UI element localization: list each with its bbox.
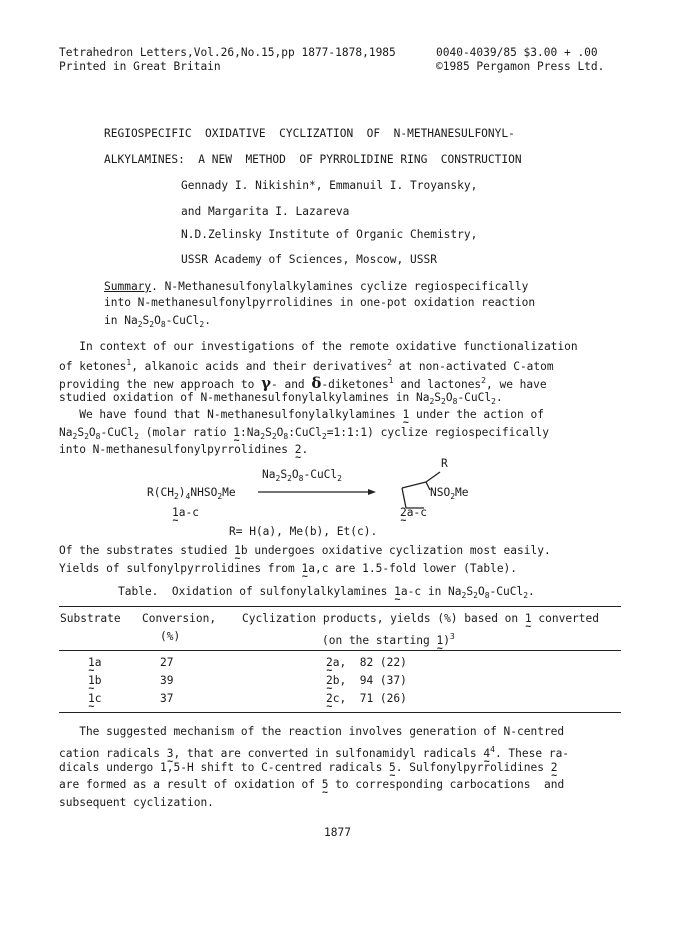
after-scheme-line-1: Of the substrates studied 1 ~b undergoes oxidative cyclization most easily. <box>59 544 551 558</box>
r-definitions: R= H(a), Me(b), Et(c). <box>229 525 378 538</box>
ring-substituent-r: R <box>441 457 448 470</box>
row-2-product: 2 ~b, 94 (37) <box>326 674 407 688</box>
gamma-symbol: γ <box>261 374 271 392</box>
authors-line-2: and Margarita I. Lazareva <box>181 205 350 218</box>
row-2-substrate: 1 ~b <box>88 674 102 688</box>
mechanism-line-5: subsequent cyclization. <box>59 796 214 809</box>
title-line-1: REGIOSPECIFIC OXIDATIVE CYCLIZATION OF N-METHANESULFONYL- <box>104 127 515 140</box>
printed-in: Printed in Great Britain <box>59 60 221 73</box>
header-conversion: Conversion, <box>142 612 217 625</box>
row-3-conversion: 37 <box>160 692 174 705</box>
affiliation-line-2: USSR Academy of Sciences, Moscow, USSR <box>181 253 437 266</box>
ring-nso2me: $NSO_2Me$ <box>430 486 469 501</box>
summary-line-3: in $Na_2S_2O_8-CuCl_2$. <box>104 314 211 329</box>
intro-line-4: studied oxidation of N-methanesulfonylalkylamines in $Na_2S_2O_8-CuCl_2$. <box>59 391 503 406</box>
summary-line-1: Summary. N-Methanesulfonylalkylamines cyclize regiospecifically <box>104 280 529 293</box>
scheme-reagent: $Na_2S_2O_8-CuCl_2$ <box>262 468 342 483</box>
header-substrate: Substrate <box>60 612 121 625</box>
table-top-rule <box>59 606 621 607</box>
row-1-substrate: 1 ~a <box>88 656 102 670</box>
summary-label: Summary <box>104 280 152 293</box>
mechanism-line-4: are formed as a result of oxidation of 5 ~ to corresponding carbocations and <box>59 778 564 792</box>
row-1-product: 2 ~a, 82 (22) <box>326 656 407 670</box>
issn-code: 0040-4039/85 $3.00 + .00 <box>436 46 598 59</box>
intro-line-3: providing the new approach to γ- and δ-diketones$^1$ and lactones$^2$, we have <box>59 374 547 392</box>
header-conversion-unit: (%) <box>160 630 181 643</box>
intro-line-1: In context of our investigations of the remote oxidative functionalization <box>59 340 578 353</box>
mechanism-line-2: cation radicals 3 ~, that are converted in sulfonamidyl radicals 4 ~$^4$. These ra- <box>59 743 569 761</box>
row-1-conversion: 27 <box>160 656 174 669</box>
page-number: 1877 <box>324 826 351 839</box>
table-caption: Table. Oxidation of sulfonylalkylamines 1 ~a-c in $Na_2S_2O_8-CuCl_2$. <box>118 585 535 603</box>
delta-symbol: δ <box>311 374 322 392</box>
intro-line-5: We have found that N-methanesulfonylalkylamines 1 ~ under the action of <box>59 408 544 422</box>
mechanism-line-1: The suggested mechanism of the reaction involves generation of N-centred <box>59 725 565 738</box>
copyright: ©1985 Pergamon Press Ltd. <box>436 60 605 73</box>
intro-line-6: $Na_2S_2O_8-CuCl_2$ (molar ratio 1 $\sim:Na_2S_2O_8:CuCl_2=1:1:1$) cyclize regiospecifically <box>59 426 549 444</box>
row-2-conversion: 39 <box>160 674 174 687</box>
authors-line-1: Gennady I. Nikishin*, Emmanuil I. Troyansky, <box>181 179 478 192</box>
row-3-substrate: 1 ~c <box>88 692 102 706</box>
title-line-2: ALKYLAMINES: A NEW METHOD OF PYRROLIDINE RING CONSTRUCTION <box>104 153 522 166</box>
header-cyclization-2: (on the starting 1 ~)$^3$ <box>322 630 455 648</box>
table-header-rule <box>59 650 621 651</box>
table-bottom-rule <box>59 712 621 713</box>
scheme-reactant: $R(CH_2)_4NHSO_2Me$ <box>147 486 236 501</box>
product-label: 2 ~a-c <box>400 506 427 520</box>
reaction-arrow <box>258 486 378 498</box>
intro-line-2: of ketones$^1$, alkanoic acids and their derivatives$^2$ at non-activated C-atom <box>59 358 554 373</box>
after-scheme-line-2: Yields of sulfonylpyrrolidines from 1 ~a,c are 1.5-fold lower (Table). <box>59 562 517 576</box>
mechanism-line-3: dicals undergo 1,5-H shift to C-centred radicals 5 ~. Sulfonylpyrrolidines 2 ~ <box>59 761 557 775</box>
summary-line-2: into N-methanesulfonylpyrrolidines in one-pot oxidation reaction <box>104 296 536 309</box>
journal-citation: Tetrahedron Letters,Vol.26,No.15,pp 1877-1878,1985 <box>59 46 396 59</box>
intro-line-7: into N-methanesulfonylpyrrolidines 2 ~. <box>59 443 308 457</box>
header-cyclization: Cyclization products, yields (%) based on 1 ~ converted <box>242 612 599 626</box>
affiliation-line-1: N.D.Zelinsky Institute of Organic Chemistry, <box>181 228 478 241</box>
reactant-label: 1 ~a-c <box>172 506 199 520</box>
row-3-product: 2 ~c, 71 (26) <box>326 692 407 706</box>
